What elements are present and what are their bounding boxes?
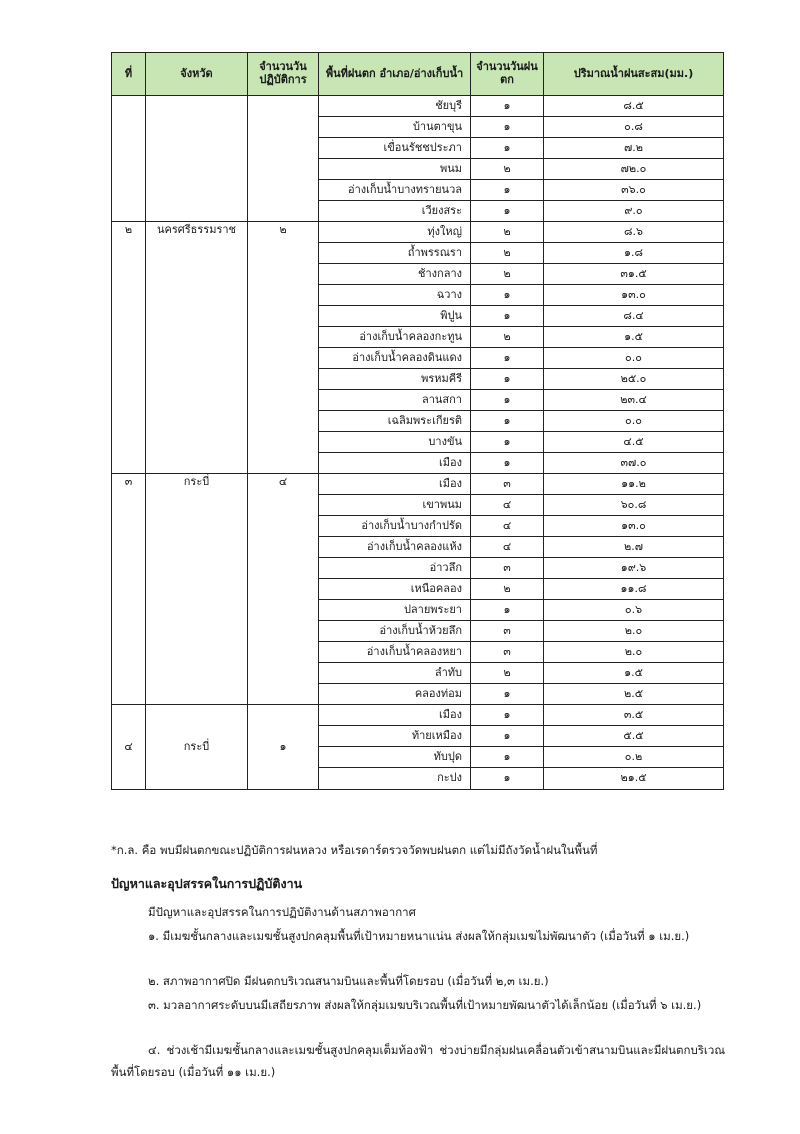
cell-area: อ่างเก็บน้ำบางทรายนวล bbox=[319, 180, 471, 201]
cell-amount: ๘.๕ bbox=[544, 96, 724, 117]
cell-rain-days: ๑ bbox=[471, 411, 544, 432]
cell-rain-days: ๑ bbox=[471, 390, 544, 411]
cell-amount: ๒๑.๕ bbox=[544, 768, 724, 790]
cell-rain-days: ๒ bbox=[471, 663, 544, 684]
cell-amount: ๘.๔ bbox=[544, 306, 724, 327]
cell-rain-days: ๓ bbox=[471, 642, 544, 663]
cell-rain-days: ๒ bbox=[471, 159, 544, 180]
cell-rain-days: ๒ bbox=[471, 222, 544, 243]
cell-no: ๓ bbox=[112, 474, 146, 705]
cell-op-days bbox=[248, 96, 319, 222]
table-row bbox=[112, 222, 724, 243]
cell-rain-days: ๑ bbox=[471, 453, 544, 474]
cell-amount: ๐.๘ bbox=[544, 117, 724, 138]
cell-area: อ่างเก็บน้ำคลองหยา bbox=[319, 642, 471, 663]
header-amount: ปริมาณน้ำฝนสะสม(มม.) bbox=[544, 53, 724, 96]
cell-area: เมือง bbox=[319, 705, 471, 726]
cell-amount: ๓.๕ bbox=[544, 705, 724, 726]
cell-amount: ๑๑.๒ bbox=[544, 474, 724, 495]
cell-amount: ๑.๕ bbox=[544, 663, 724, 684]
cell-rain-days: ๓ bbox=[471, 558, 544, 579]
cell-area: อ่างเก็บน้ำคลองกะทูน bbox=[319, 327, 471, 348]
cell-amount: ๗๒.๐ bbox=[544, 159, 724, 180]
cell-rain-days: ๑ bbox=[471, 201, 544, 222]
cell-area: คลองท่อม bbox=[319, 684, 471, 705]
cell-amount: ๕.๕ bbox=[544, 726, 724, 747]
cell-province: กระบี่ bbox=[146, 705, 248, 790]
cell-rain-days: ๑ bbox=[471, 369, 544, 390]
cell-amount: ๐.๐ bbox=[544, 411, 724, 432]
cell-area: พิปูน bbox=[319, 306, 471, 327]
cell-rain-days: ๑ bbox=[471, 117, 544, 138]
cell-rain-days: ๒ bbox=[471, 327, 544, 348]
cell-amount: ๒.๗ bbox=[544, 537, 724, 558]
cell-rain-days: ๑ bbox=[471, 348, 544, 369]
cell-area: อ่างเก็บน้ำบางกำปรัด bbox=[319, 516, 471, 537]
cell-area: เมือง bbox=[319, 453, 471, 474]
cell-amount: ๑๙.๖ bbox=[544, 558, 724, 579]
cell-province: กระบี่ bbox=[146, 474, 248, 705]
rainfall-table bbox=[111, 52, 724, 790]
intro-paragraph: มีปัญหาและอุปสรรคในการปฏิบัติงานด้านสภาพอากาศ bbox=[148, 905, 416, 919]
cell-area: เหนือคลอง bbox=[319, 579, 471, 600]
cell-amount: ๒๓.๔ bbox=[544, 390, 724, 411]
cell-area: เขื่อนรัชชประภา bbox=[319, 138, 471, 159]
cell-amount: ๔.๕ bbox=[544, 432, 724, 453]
cell-area: เขาพนม bbox=[319, 495, 471, 516]
cell-amount: ๓๖.๐ bbox=[544, 180, 724, 201]
cell-rain-days: ๒ bbox=[471, 579, 544, 600]
header-rain-days: จำนวนวันฝนตก bbox=[471, 53, 544, 96]
cell-op-days: ๒ bbox=[248, 222, 319, 474]
cell-area: ลานสกา bbox=[319, 390, 471, 411]
table-body bbox=[112, 96, 724, 790]
cell-rain-days: ๑ bbox=[471, 600, 544, 621]
cell-amount: ๓๗.๐ bbox=[544, 453, 724, 474]
cell-rain-days: ๑ bbox=[471, 138, 544, 159]
cell-rain-days: ๓ bbox=[471, 621, 544, 642]
cell-area: ท้ายเหมือง bbox=[319, 726, 471, 747]
cell-amount: ๒.๐ bbox=[544, 642, 724, 663]
cell-rain-days: ๑ bbox=[471, 180, 544, 201]
cell-area: พนม bbox=[319, 159, 471, 180]
cell-rain-days: ๑ bbox=[471, 96, 544, 117]
header-province: จังหวัด bbox=[146, 53, 248, 96]
cell-area: เวียงสระ bbox=[319, 201, 471, 222]
cell-area: ปลายพระยา bbox=[319, 600, 471, 621]
cell-area: พรหมคีรี bbox=[319, 369, 471, 390]
cell-no: ๔ bbox=[112, 705, 146, 790]
cell-area: ทุ่งใหญ่ bbox=[319, 222, 471, 243]
cell-amount: ๑๓.๐ bbox=[544, 285, 724, 306]
issue-item-3: ๓. มวลอากาศระดับบนมีเสถียรภาพ ส่งผลให้กลุ่มเมฆบริเวณพื้นที่เป้าหมายพัฒนาตัวได้เล็กน้อย (เมื่อวันที่ ๖ เม.ย.) bbox=[148, 998, 702, 1012]
cell-amount: ๐.๐ bbox=[544, 348, 724, 369]
cell-area: เฉลิมพระเกียรติ bbox=[319, 411, 471, 432]
cell-area: ทับปุด bbox=[319, 747, 471, 768]
cell-amount: ๒๕.๐ bbox=[544, 369, 724, 390]
cell-area: ชัยบุรี bbox=[319, 96, 471, 117]
cell-area: ลำทับ bbox=[319, 663, 471, 684]
table-row bbox=[112, 96, 724, 117]
cell-area: กะปง bbox=[319, 768, 471, 790]
cell-province bbox=[146, 96, 248, 222]
cell-amount: ๘.๖ bbox=[544, 222, 724, 243]
cell-rain-days: ๔ bbox=[471, 495, 544, 516]
cell-amount: ๑๓.๐ bbox=[544, 516, 724, 537]
table-row bbox=[112, 705, 724, 726]
cell-amount: ๒.๕ bbox=[544, 684, 724, 705]
cell-area: บ้านตาขุน bbox=[319, 117, 471, 138]
cell-amount: ๙.๐ bbox=[544, 201, 724, 222]
cell-amount: ๗.๒ bbox=[544, 138, 724, 159]
cell-area: ถ้ำพรรณรา bbox=[319, 243, 471, 264]
cell-amount: ๓๑.๕ bbox=[544, 264, 724, 285]
cell-rain-days: ๑ bbox=[471, 747, 544, 768]
cell-rain-days: ๑ bbox=[471, 285, 544, 306]
issue-item-2: ๒. สภาพอากาศปิด มีฝนตกบริเวณสนามบินและพื้นที่โดยรอบ (เมื่อวันที่ ๒,๓ เม.ย.) bbox=[148, 974, 549, 988]
cell-no bbox=[112, 96, 146, 222]
header-no: ที่ bbox=[112, 53, 146, 96]
cell-rain-days: ๔ bbox=[471, 516, 544, 537]
table-row bbox=[112, 474, 724, 495]
cell-op-days: ๔ bbox=[248, 474, 319, 705]
table-header-row bbox=[112, 53, 724, 96]
cell-area: อ่าวลึก bbox=[319, 558, 471, 579]
cell-rain-days: ๒ bbox=[471, 243, 544, 264]
cell-amount: ๐.๒ bbox=[544, 747, 724, 768]
cell-area: อ่างเก็บน้ำห้วยลึก bbox=[319, 621, 471, 642]
cell-rain-days: ๑ bbox=[471, 705, 544, 726]
cell-no: ๒ bbox=[112, 222, 146, 474]
cell-rain-days: ๒ bbox=[471, 264, 544, 285]
cell-rain-days: ๔ bbox=[471, 537, 544, 558]
issue-item-4: ๔. ช่วงเช้ามีเมฆชั้นกลางและเมฆชั้นสูงปกคลุมเต็มท้องฟ้า ช่วงบ่ายมีกลุ่มฝนเคลื่อนตัวเข้าสนามบินและมีฝนตกบริเวณพื้นที่โดยรอบ (เมื่อวันที่ ๑๑ เม.ย.) bbox=[111, 1043, 725, 1079]
cell-province: นครศรีธรรมราช bbox=[146, 222, 248, 474]
cell-amount: ๒.๐ bbox=[544, 621, 724, 642]
cell-rain-days: ๑ bbox=[471, 432, 544, 453]
header-area: พื้นที่ฝนตก อำเภอ/อ่างเก็บน้ำ bbox=[319, 53, 471, 96]
cell-amount: ๐.๖ bbox=[544, 600, 724, 621]
cell-area: บางขัน bbox=[319, 432, 471, 453]
cell-rain-days: ๓ bbox=[471, 474, 544, 495]
cell-rain-days: ๑ bbox=[471, 768, 544, 790]
cell-amount: ๑.๘ bbox=[544, 243, 724, 264]
cell-amount: ๑.๕ bbox=[544, 327, 724, 348]
cell-amount: ๖๐.๘ bbox=[544, 495, 724, 516]
cell-rain-days: ๑ bbox=[471, 684, 544, 705]
header-op-days: จำนวนวันปฏิบัติการ bbox=[248, 53, 319, 96]
cell-area: ฉวาง bbox=[319, 285, 471, 306]
footnote: *ก.ล. คือ พบมีฝนตกขณะปฏิบัติการฝนหลวง หรือเรดาร์ตรวจวัดพบฝนตก แต่ไม่มีถังวัดน้ำฝนในพื้นที่ bbox=[111, 843, 598, 857]
cell-area: เมือง bbox=[319, 474, 471, 495]
cell-rain-days: ๑ bbox=[471, 306, 544, 327]
section-title: ปัญหาและอุปสรรคในการปฏิบัติงาน bbox=[111, 876, 303, 891]
cell-area: ช้างกลาง bbox=[319, 264, 471, 285]
issue-item-1: ๑. มีเมฆชั้นกลางและเมฆชั้นสูงปกคลุมพื้นที่เป้าหมายหนาแน่น ส่งผลให้กลุ่มเมฆไม่พัฒนาตัว (เมื่อวันที่ ๑ เม.ย.) bbox=[148, 929, 690, 943]
cell-op-days: ๑ bbox=[248, 705, 319, 790]
cell-rain-days: ๑ bbox=[471, 726, 544, 747]
cell-area: อ่างเก็บน้ำคลองแห้ง bbox=[319, 537, 471, 558]
cell-area: อ่างเก็บน้ำคลองดินแดง bbox=[319, 348, 471, 369]
cell-amount: ๑๑.๘ bbox=[544, 579, 724, 600]
